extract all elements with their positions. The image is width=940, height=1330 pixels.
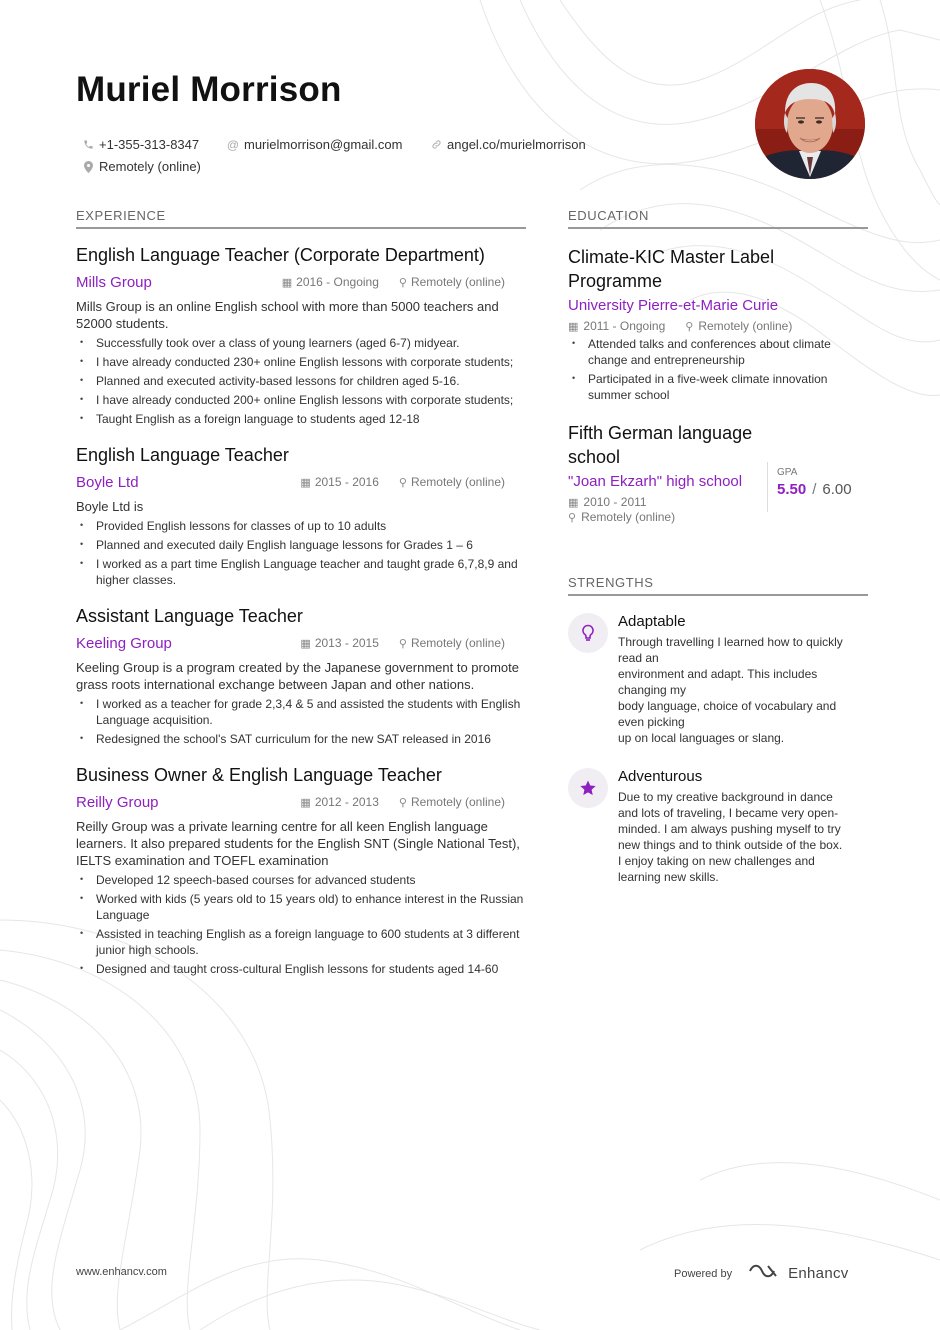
education-bullet: • Attended talks and conferences about climate change and entrepreneurship: [568, 336, 868, 368]
job-bullets: [76, 335, 526, 427]
job-dates: [282, 275, 379, 289]
job-bullet: • I have already conducted 200+ online English lessons with corporate students;: [76, 392, 526, 408]
job-dates-text: 2012 - 2013: [314, 795, 379, 809]
education-meta: [568, 319, 868, 333]
location-pin-icon: ⚲: [568, 511, 577, 524]
job-entry: [76, 765, 526, 977]
strength-line: body language, choice of vocabulary and: [618, 699, 837, 713]
calendar-icon: ▦: [568, 320, 579, 333]
job-title: English Language Teacher: [76, 445, 289, 465]
email-text: murielmorrison@gmail.com: [244, 137, 403, 152]
job-bullet: • Designed and taught cross-cultural English lessons for students aged 14-60: [76, 961, 526, 977]
contact-location: [82, 159, 201, 174]
degree-title: Climate-KIC Master Label Programme: [568, 247, 775, 291]
job-meta: [300, 636, 526, 650]
calendar-icon: ▦: [281, 276, 293, 289]
strength-line: and lots of traveling, I became very open-: [618, 806, 839, 820]
experience-heading: EXPERIENCE: [76, 208, 166, 223]
job-dates-text: 2013 - 2015: [314, 636, 379, 650]
lightbulb-icon: [568, 613, 608, 653]
location-pin-icon: ⚲: [398, 476, 407, 489]
location-pin-icon: ⚲: [398, 796, 407, 809]
degree-title: Fifth German language school: [568, 423, 753, 467]
job-bullet: • Planned and executed activity-based lessons for children aged 5-16.: [76, 373, 526, 389]
strength-line: environment and adapt. This includes: [618, 667, 818, 681]
education-entry: [568, 245, 868, 403]
strength-line: changing my: [618, 683, 687, 697]
calendar-icon: ▦: [300, 796, 311, 809]
footer-branding[interactable]: [674, 1262, 849, 1285]
job-location: [399, 275, 505, 289]
strength-line: read an: [618, 651, 659, 665]
contact-phone[interactable]: [82, 137, 199, 152]
strength-line: even picking: [618, 715, 685, 729]
strength-line: new things and to think outside of the box.: [618, 838, 843, 852]
education-location: [685, 319, 792, 333]
strength-line: Through travelling I learned how to quickly: [618, 635, 843, 649]
calendar-icon: ▦: [300, 637, 311, 650]
brand-name: Enhancv: [788, 1265, 849, 1282]
job-bullet: • Successfully took over a class of young learners (aged 6-7) midyear.: [76, 335, 526, 351]
avatar: [755, 69, 865, 179]
job-bullet: • Developed 12 speech-based courses for advanced students: [76, 872, 526, 888]
education-entry: [568, 421, 868, 524]
school-name: University Pierre-et-Marie Curie: [568, 297, 779, 314]
job-meta: [300, 475, 526, 489]
job-dates: [300, 475, 378, 489]
education-location: [568, 510, 868, 524]
experience-list: [76, 245, 526, 995]
education-dates: [568, 319, 665, 333]
location-text: Remotely (online): [99, 159, 201, 174]
candidate-name: Muriel Morrison: [76, 70, 342, 109]
job-location: [399, 475, 505, 489]
strength-line: learning new skills.: [618, 870, 719, 884]
enhancv-logo-icon: [748, 1262, 782, 1285]
education-list: [568, 245, 868, 524]
job-bullet: • Redesigned the school's SAT curriculum for the new SAT released in 2016: [76, 731, 526, 747]
school-name: "Joan Ekzarh" high school: [568, 473, 743, 490]
job-bullet: • Taught English as a foreign language to students aged 12-18: [76, 411, 526, 427]
job-bullet: • Assisted in teaching English as a foreign language to 600 students at 3 different junior high schools.: [76, 926, 526, 958]
link-icon: [430, 139, 442, 150]
education-bullet: • Participated in a five-week climate innovation summer school: [568, 371, 868, 403]
education-location-text: Remotely (online): [698, 319, 793, 333]
company-name: Reilly Group: [76, 793, 159, 811]
at-icon: @: [226, 137, 240, 152]
strengths-divider: [568, 594, 868, 596]
strength-line: I enjoy taking on new challenges and: [618, 854, 815, 868]
contact-email[interactable]: [227, 137, 402, 152]
job-description: Keeling Group is a program created by the Japanese government to promote grass roots international exchange between Japan and other nations.: [76, 660, 519, 692]
job-entry: [76, 245, 526, 427]
powered-by-label: Powered by: [674, 1267, 733, 1280]
calendar-icon: ▦: [300, 476, 311, 489]
strength-line: up on local languages or slang.: [618, 731, 785, 745]
phone-text: +1-355-313-8347: [99, 137, 200, 152]
education-bullets: [568, 336, 868, 403]
location-pin-icon: ⚲: [398, 276, 407, 289]
job-dates-text: 2015 - 2016: [314, 475, 379, 489]
website-text: angel.co/murielmorrison: [447, 137, 586, 152]
job-entry: [76, 606, 526, 747]
experience-divider: [76, 227, 526, 229]
location-pin-icon: ⚲: [685, 320, 694, 333]
gpa-box: [767, 462, 852, 512]
job-bullet: • Provided English lessons for classes of up to 10 adults: [76, 518, 526, 534]
job-location-text: Remotely (online): [410, 475, 505, 489]
job-meta: [300, 795, 526, 809]
gpa-max: 6.00: [822, 481, 852, 498]
calendar-icon: ▦: [568, 496, 579, 509]
job-bullets: [76, 518, 526, 588]
education-dates-text: 2010 - 2011: [583, 495, 647, 509]
job-meta-row: [76, 793, 526, 811]
education-dates-text: 2011 - Ongoing: [583, 319, 666, 333]
job-location-text: Remotely (online): [410, 636, 505, 650]
education-location-text: Remotely (online): [581, 510, 676, 524]
job-description: Reilly Group was a private learning centre for all keen English language learners. It also prepared students for the English SNT (Single National Test), IELTS examination and TOEFL examination: [76, 819, 520, 868]
job-meta-row: [76, 473, 526, 491]
job-title: Assistant Language Teacher: [76, 606, 303, 626]
job-bullet: • I worked as a part time English Language teacher and taught grade 6,7,8,9 and higher classes.: [76, 556, 526, 588]
job-location: [399, 636, 505, 650]
strengths-heading: STRENGTHS: [568, 575, 654, 590]
strength-title: Adventurous: [618, 768, 703, 785]
job-bullet: • Worked with kids (5 years old to 15 years old) to enhance interest in the Russian Language: [76, 891, 526, 923]
strength-title: Adaptable: [618, 613, 686, 630]
job-bullets: [76, 872, 526, 977]
job-location-text: Remotely (online): [410, 275, 505, 289]
job-bullet: • Planned and executed daily English language lessons for Grades 1 – 6: [76, 537, 526, 553]
strength-body: [618, 768, 863, 885]
education-heading: EDUCATION: [568, 208, 649, 223]
job-dates-text: 2016 - Ongoing: [296, 275, 379, 289]
job-dates: [300, 795, 378, 809]
job-bullet: • I worked as a teacher for grade 2,3,4 & 5 and assisted the students with English Language acquisition.: [76, 696, 526, 728]
company-name: Keeling Group: [76, 634, 172, 652]
gpa-score: 5.50: [777, 481, 807, 498]
company-name: Boyle Ltd: [76, 473, 139, 491]
job-entry: [76, 445, 526, 588]
gpa-value: 5.50 / 6.00: [777, 481, 852, 498]
strength-line: Due to my creative background in dance: [618, 790, 833, 804]
job-title: Business Owner & English Language Teacher: [76, 765, 442, 785]
contact-website[interactable]: [430, 137, 586, 152]
footer-site-link[interactable]: www.enhancv.com: [76, 1266, 167, 1278]
job-location-text: Remotely (online): [410, 795, 505, 809]
gpa-label: GPA: [777, 467, 798, 478]
job-meta: [282, 275, 526, 289]
strength-body: [618, 613, 863, 746]
phone-icon: [82, 139, 94, 150]
job-dates: [300, 636, 378, 650]
job-description: Mills Group is an online English school with more than 5000 teachers and 52000 students.: [76, 299, 499, 331]
location-pin-icon: ⚲: [398, 637, 407, 650]
job-bullets: [76, 696, 526, 747]
company-name: Mills Group: [76, 273, 152, 291]
job-title: English Language Teacher (Corporate Department): [76, 245, 485, 265]
job-bullet: • I have already conducted 230+ online English lessons with corporate students;: [76, 354, 526, 370]
job-location: [399, 795, 505, 809]
education-divider: [568, 227, 868, 229]
job-meta-row: [76, 273, 526, 291]
job-description: Boyle Ltd is: [76, 499, 144, 514]
job-meta-row: [76, 634, 526, 652]
location-pin-icon: [82, 161, 94, 173]
star-icon: [568, 768, 608, 808]
strength-line: minded. I am always pushing myself to try: [618, 822, 841, 836]
